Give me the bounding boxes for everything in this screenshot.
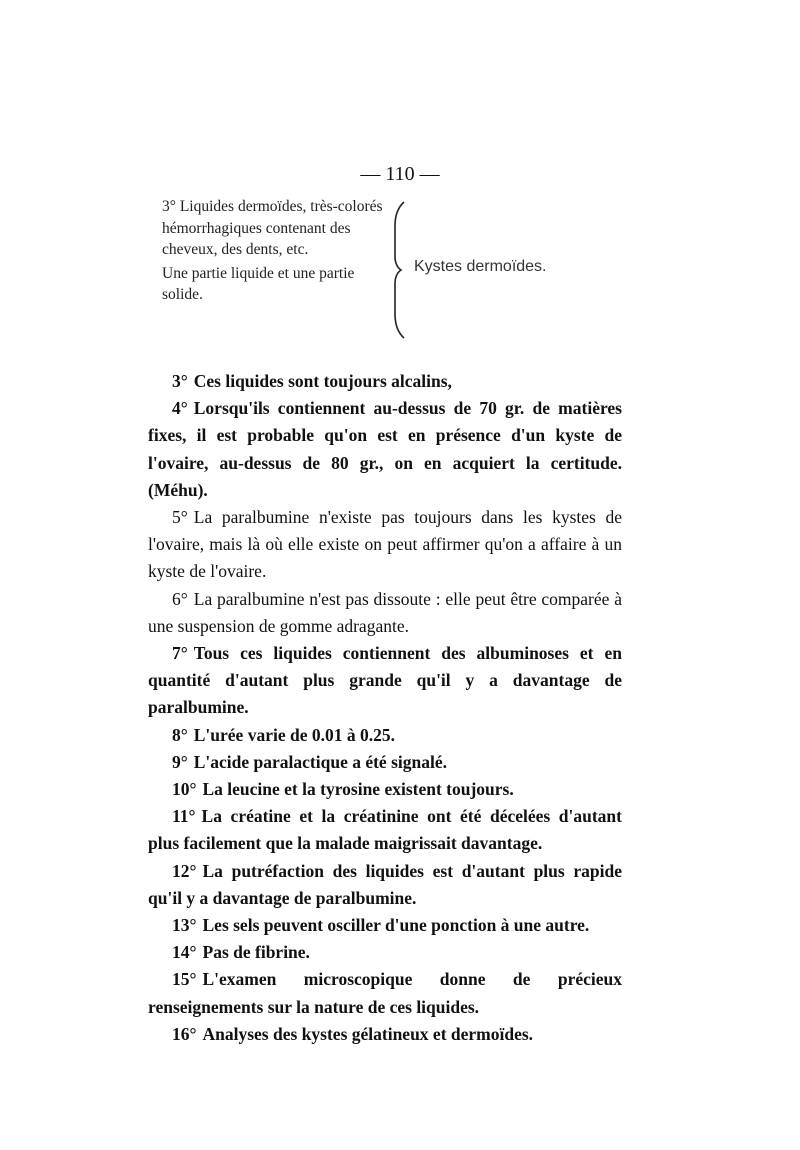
item-number: 15° [172,969,197,990]
item-text: La créatine et la créatinine ont été décelées d'autant plus facilement que la malade maigrissait davantage. [148,806,622,854]
item-number: 12° [172,860,197,881]
list-item [148,722,622,749]
item-text: La paralbumine n'est pas dissoute : elle peut être comparée à une suspension de gomme adragante. [148,588,622,636]
list-item [148,368,622,395]
item-number: 5° [172,507,188,528]
list-item [148,912,622,939]
curly-brace-icon [390,200,408,340]
item-text: L'urée varie de 0.01 à 0.25. [193,724,395,745]
page-number: — 110 — [360,163,440,185]
list-item [148,504,622,586]
item-number: 3° [172,371,188,391]
list-item [148,640,622,722]
list-item [148,803,622,857]
item-text: L'acide paralactique a été signalé. [193,751,447,772]
list-item [148,966,622,1020]
conclusions-list [148,368,622,1048]
table-result-label: Kystes dermoïdes. [414,258,547,275]
item-number: 11° [172,806,196,827]
item-text: La leucine et la tyrosine existent toujours. [202,779,514,800]
classification-table [162,196,762,346]
table-entry-dermoid-liquids: 3° Liquides dermoïdes, très-colorés hémorrhagiques contenant des cheveux, des dents, etc. [162,198,383,258]
item-text: Tous ces liquides contiennent des albuminoses et en quantité d'autant plus grande qu'il y a davantage de paralbumine. [148,643,622,718]
item-text: Pas de fibrine. [202,942,310,963]
table-left-column [162,196,384,306]
list-item [148,395,622,504]
item-text: Analyses des kystes gélatineux et dermoïdes. [202,1023,534,1044]
item-number: 7° [172,643,188,664]
item-text: Ces liquides sont toujours alcalins, [193,371,452,391]
item-number: 10° [172,779,197,800]
list-item [148,586,622,640]
list-item [148,749,622,776]
item-text: Les sels peuvent osciller d'une ponction à une autre. [202,915,590,936]
list-item [148,1021,622,1048]
list-item [148,858,622,912]
item-number: 8° [172,724,188,745]
item-number: 13° [172,915,197,936]
item-number: 4° [172,398,188,419]
item-number: 9° [172,751,188,772]
item-text: L'examen microscopique donne de précieux renseignements sur la nature de ces liquides. [148,969,622,1017]
item-number: 6° [172,588,188,609]
item-text: Lorsqu'ils contiennent au-dessus de 70 gr. de matières fixes, il est probable qu'on est en présence d'un kyste de l'ovaire, au-dessus de 80 gr., on en acquiert la certitude. (Méhu). [148,398,622,500]
table-entry-solid-part: Une partie liquide et une partie solide. [162,264,355,303]
item-text: La putréfaction des liquides est d'autant plus rapide qu'il y a davantage de paralbumine. [148,860,622,908]
list-item [148,776,622,803]
list-item [148,939,622,966]
item-text: La paralbumine n'existe pas toujours dans les kystes de l'ovaire, mais là où elle existe on peut affirmer qu'on a affaire à un kyste de l'ovaire. [148,507,622,582]
item-number: 14° [172,942,197,963]
item-number: 16° [172,1023,197,1044]
